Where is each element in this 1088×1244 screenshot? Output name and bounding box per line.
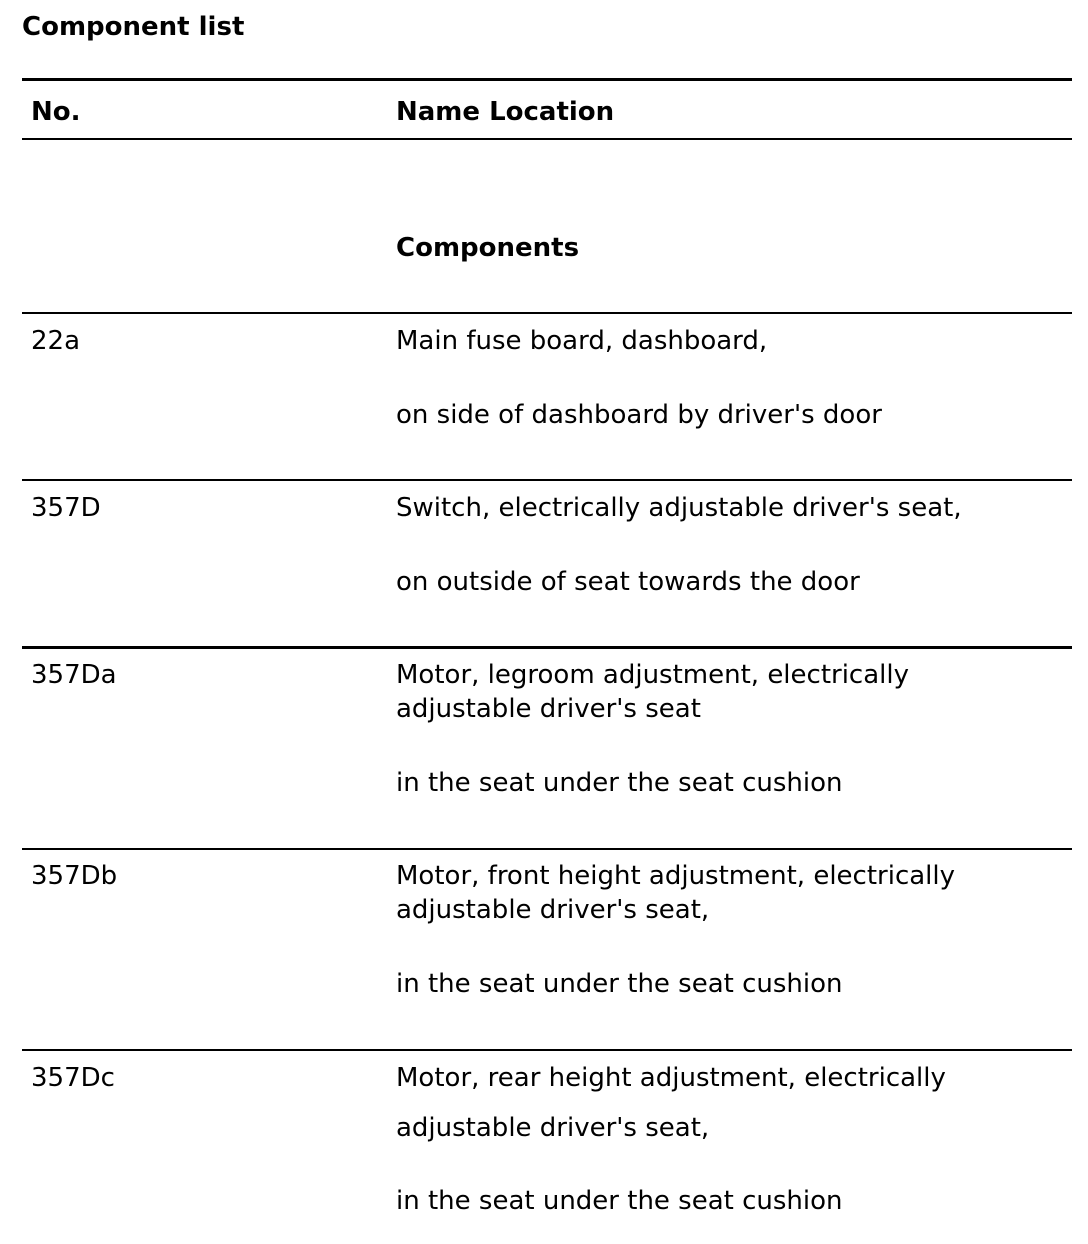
row-divider [22, 312, 1072, 314]
component-name: Main fuse board, dashboard, [396, 326, 768, 356]
row-divider [22, 1049, 1072, 1051]
component-name-continued: adjustable driver's seat, [396, 895, 710, 925]
component-location: on outside of seat towards the door [396, 567, 860, 597]
component-location: on side of dashboard by driver's door [396, 400, 882, 430]
column-header-no: No. [31, 97, 81, 127]
component-name: Motor, rear height adjustment, electrically [396, 1063, 946, 1093]
row-divider [22, 848, 1072, 850]
component-number: 357Da [31, 660, 117, 690]
component-number: 357D [31, 493, 101, 523]
row-divider [22, 646, 1072, 649]
component-name: Motor, legroom adjustment, electrically [396, 660, 909, 690]
page-title: Component list [22, 12, 245, 42]
component-location: in the seat under the seat cushion [396, 768, 843, 798]
component-name-continued: adjustable driver's seat, [396, 1113, 710, 1143]
table-top-rule [22, 78, 1072, 81]
component-location: in the seat under the seat cushion [396, 969, 843, 999]
column-header-name-location: Name Location [396, 97, 615, 127]
component-number: 357Dc [31, 1063, 115, 1093]
row-divider [22, 479, 1072, 481]
section-title: Components [396, 233, 580, 263]
component-number: 22a [31, 326, 81, 356]
header-bottom-rule [22, 138, 1072, 140]
component-name: Motor, front height adjustment, electrically [396, 861, 955, 891]
component-name-continued: adjustable driver's seat [396, 694, 701, 724]
component-number: 357Db [31, 861, 118, 891]
component-location: in the seat under the seat cushion [396, 1186, 843, 1216]
component-name: Switch, electrically adjustable driver's seat, [396, 493, 962, 523]
